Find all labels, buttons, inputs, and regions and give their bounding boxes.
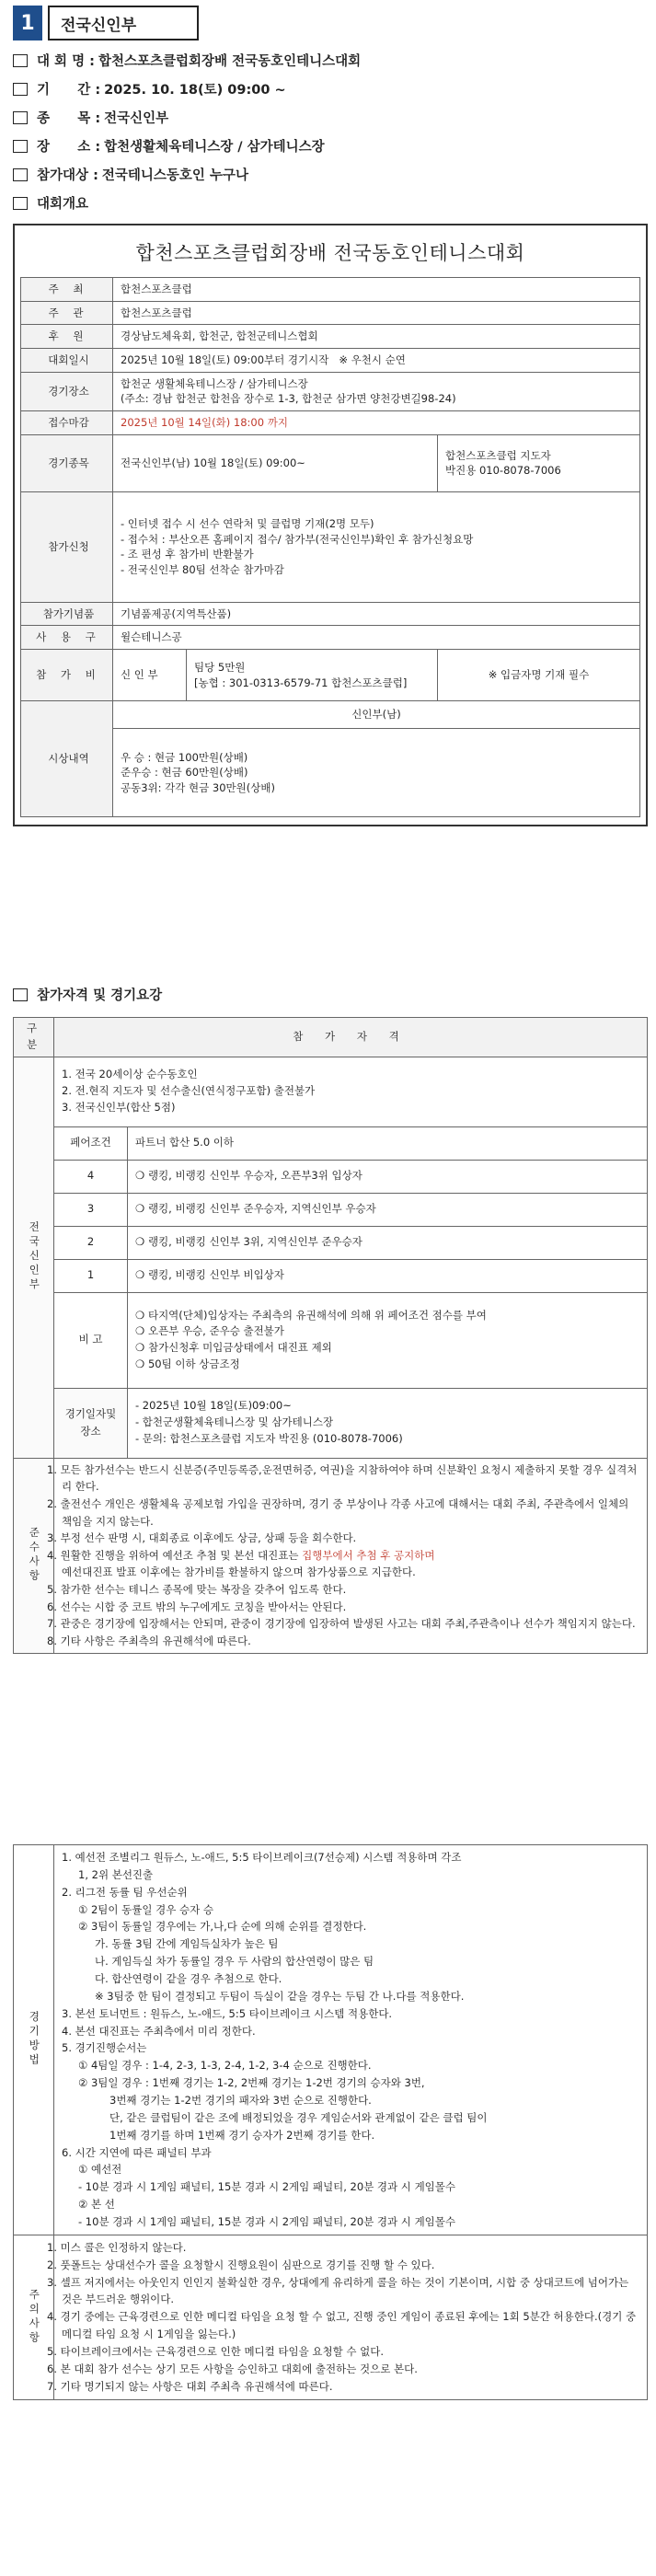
tournament-info-box: [13, 224, 648, 826]
row-value: - 인터넷 접수 시 선수 연락처 및 클럽명 기재(2명 모두) - 접수처 : 부산오픈 홈페이지 접수/ 참가부(전국신인부)확인 후 참가신청요망 - 조 편성 후 참가비 반환불가 - 전국신인부 80팀 선착순 참가마감: [113, 491, 640, 602]
requirements-table: [13, 1017, 648, 1654]
score-value: 파트너 합산 5.0 이하: [128, 1126, 648, 1160]
deadline-value: 2025년 10월 14일(화) 18:00 까지: [113, 411, 640, 435]
tournament-info-table: [20, 277, 640, 817]
overview-item: 기 간 : 2025. 10. 18(토) 09:00 ~: [13, 75, 648, 103]
prize-list: 우 승 : 현금 100만원(상배) 준우승 : 현금 60만원(상배) 공동3위: 각각 현금 30만원(상배): [113, 729, 640, 817]
overview-item: 대 회 명 : 합천스포츠클럽회장배 전국동호인테니스대회: [13, 46, 648, 75]
caution-label: 주의사항: [14, 2235, 54, 2399]
table-row: [14, 2235, 648, 2399]
fee-note: ※ 입금자명 기재 필수: [438, 650, 640, 701]
caution-list: 1. 미스 콜은 인정하지 않는다. 2. 풋폴트는 상대선수가 콜을 요청할시 진행요원이 심판으로 경기를 진행 할 수 있다. 3. 셀프 저지에서는 아웃인지 인인지 불확실한 경우, 상대에게 유리하게 콜을 하는 것이 기본이며, 시합 중 상대코트에 넘어가는 것은 부드러운 행위이다. 4. 경기 중에는 근육경련으로 인한 메디컬 타임을 요청 할 수 없고, 진행 중인 게임이 종료된 후에는 1회 5분간 허용한다.(경기 중 메디컬 타임 요청 시 1게임을 잃는다.) 5. 타이브레이크에서는 근육경련으로 인한 메디컬 타임을 요청할 수 없다. 6. 본 대회 참가 선수는 상기 모든 사항을 승인하고 대회에 출전하는 것으로 본다. 7. 기타 명기되지 않는 사항은 대회 주최측 유권해석에 따른다.: [54, 2235, 648, 2399]
requirements-heading: 참가자격 및 경기요강: [13, 985, 162, 1004]
row-label: 주 최: [21, 278, 113, 302]
score-points: 1: [54, 1259, 128, 1292]
table-row: [21, 325, 640, 349]
table-row: [21, 278, 640, 302]
row-value: 기념품제공(지역특산품): [113, 602, 640, 626]
row-value: 합천군 생활체육테니스장 / 삼가테니스장 (주소: 경남 합천군 합천읍 장수로 1-3, 합천군 삼가면 양천강변길98-24): [113, 372, 640, 410]
table-row: [14, 1160, 648, 1193]
checkbox-square-icon: [13, 197, 28, 210]
score-header: 페어조건: [54, 1126, 128, 1160]
general-conditions: 1. 전국 20세이상 순수동호인 2. 전.현직 지도자 및 선수출신(연식정구포함) 출전불가 3. 전국신인부(합산 5점): [54, 1057, 648, 1126]
table-row: [21, 434, 640, 491]
overview-item: 장 소 : 합천생활체육테니스장 / 삼가테니스장: [13, 132, 648, 160]
score-points: 2: [54, 1226, 128, 1259]
table-row: [14, 1193, 648, 1226]
table-row: [21, 602, 640, 626]
contact-cell: 합천스포츠클럽 지도자 박진용 010-8078-7006: [438, 434, 640, 491]
compliance-list: 1. 모든 참가선수는 반드시 신분증(주민등록증,운전면허증, 여권)을 지참하여야 하며 신분확인 요청시 제출하지 못할 경우 실격처리 한다. 2. 출전선수 개인은 생활체육 공제보험 가입을 권장하며, 경기 중 부상이나 각종 사고에 대해서는 대회 주최, 주관측에서 일체의 책임을 지지 않는다. 3. 부정 선수 판명 시, 대회종료 이후에도 상금, 상패 등을 회수한다. 4. 원활한 진행을 위하여 예선조 추첨 및 본선 대진표는 집행부에서 추첨 후 공지하며 예선대진표 발표 이후에는 참가비를 환불하지 않으며 참가상품으로 지급한다. 5. 참가한 선수는 테니스 종목에 맞는 복장을 갖추어 입도록 한다. 6. 선수는 시합 중 코트 밖의 누구에게도 코칭을 받아서는 안된다. 7. 관중은 경기장에 입장해서는 안되며, 관중이 경기장에 입장하여 발생된 사고는 대회 주최,주관측이나 선수가 책임지지 않는다. 8. 기타 사항은 주최측의 유권해석에 따른다.: [54, 1458, 648, 1653]
row-label: 경기종목: [21, 434, 113, 491]
schedule-list: - 2025년 10월 18일(토)09:00~ - 합천군생활체육테니스장 및 삼가테니스장 - 문의: 합천스포츠클럽 지도자 박진용 (010-8078-7006): [128, 1388, 648, 1458]
tournament-title: 합천스포츠클럽회장배 전국동호인테니스대회: [135, 242, 525, 264]
score-points: 4: [54, 1160, 128, 1193]
table-row: [21, 411, 640, 435]
row-label: 참 가 비: [21, 650, 113, 701]
row-label: 후 원: [21, 325, 113, 349]
score-desc: ❍ 랭킹, 비랭킹 신인부 우승자, 오픈부3위 입상자: [128, 1160, 648, 1193]
table-row: [21, 701, 640, 729]
score-desc: ❍ 랭킹, 비랭킹 신인부 비입상자: [128, 1259, 648, 1292]
table-row: [14, 1226, 648, 1259]
schedule-label: 경기일자및장소: [54, 1388, 128, 1458]
overview-item: 참가대상 : 전국테니스동호인 누구나: [13, 160, 648, 189]
section-number: 1: [13, 6, 42, 40]
row-value: 합천스포츠클럽: [113, 301, 640, 325]
table-row: [14, 1126, 648, 1160]
method-list: 1. 예선전 조별리그 원듀스, 노-애드, 5:5 타이브레이크(7선승제) 시스템 적용하며 각조 1, 2위 본선진출 2. 리그전 동률 팀 우선순위 ① 2팀이 동률일 경우 승자 승 ② 3팀이 동률일 경우에는 가,나,다 순에 의해 순위를 결정한다. 가. 동률 3팀 간에 게임득실차가 높은 팀 나. 게임득실 차가 동률일 경우 두 사람의 합산연령이 많은 팀 다. 합산연령이 같을 경우 추첨으로 한다. ※ 3팀중 한 팀이 결정되고 두팀이 득실이 같을 경우는 두팀 간 나.다를 적용한다. 3. 본선 토너먼트 : 원듀스, 노-애드, 5:5 타이브레이크 시스템 적용한다. 4. 본선 대진표는 주최측에서 미리 정한다. 5. 경기진행순서는 ① 4팀일 경우 : 1-4, 2-3, 1-3, 2-4, 1-2, 3-4 순으로 진행한다. ② 3팀일 경우 : 1번째 경기는 1-2, 2번째 경기는 1-2번 경기의 승자와 3번, 3번째 경기는 1-2번 경기의 패자와 3번 순으로 진행한다. 단, 같은 클럽팀이 같은 조에 배정되었을 경우 게임순서와 관계없이 같은 클럽 팀이 1번째 경기를 하며 1번째 경기 승자가 2번째 경기를 한다. 6. 시간 지연에 따른 패널티 부과 ① 예선전 - 10분 경과 시 1게임 패널티, 15분 경과 시 2게임 패널티, 20분 경과 시 게임몰수 ② 본 선 - 10분 경과 시 1게임 패널티, 15분 경과 시 2게임 패널티, 20분 경과 시 게임몰수: [54, 1845, 648, 2235]
table-row: [14, 1259, 648, 1292]
overview-list: [13, 46, 648, 217]
rules-table: [13, 1844, 648, 2400]
table-row: [14, 1057, 648, 1126]
row-label: 경기장소: [21, 372, 113, 410]
compliance-label: 준수사항: [14, 1458, 54, 1653]
table-row: [21, 650, 640, 701]
division-label: 전국신인부: [14, 1057, 54, 1458]
row-label: 접수마감: [21, 411, 113, 435]
checkbox-square-icon: [13, 140, 28, 153]
column-header: 구 분: [14, 1018, 54, 1057]
table-row: [14, 1458, 648, 1653]
row-label: 사 용 구: [21, 626, 113, 650]
row-label: 참가신청: [21, 491, 113, 602]
table-row: [21, 729, 640, 817]
row-value: 전국신인부(남) 10월 18일(토) 09:00~: [113, 434, 438, 491]
method-label: 경기방법: [14, 1845, 54, 2235]
overview-item: 대회개요: [13, 189, 648, 217]
table-row: [14, 1388, 648, 1458]
table-row: [14, 1292, 648, 1388]
prize-division: 신인부(남): [113, 701, 640, 729]
remark-label: 비 고: [54, 1292, 128, 1388]
fee-value: 팀당 5만원 [농협 : 301-0313-6579-71 합천스포츠클럽]: [187, 650, 438, 701]
row-sublabel: 신 인 부: [113, 650, 187, 701]
checkbox-square-icon: [13, 111, 28, 124]
row-value: 2025년 10월 18일(토) 09:00부터 경기시작 ※ 우천시 순연: [113, 349, 640, 373]
checkbox-square-icon: [13, 54, 28, 67]
table-row: [21, 491, 640, 602]
row-value: 윌슨테니스공: [113, 626, 640, 650]
row-label: 참가기념품: [21, 602, 113, 626]
score-points: 3: [54, 1193, 128, 1226]
overview-item: 종 목 : 전국신인부: [13, 103, 648, 132]
checkbox-square-icon: [13, 168, 28, 181]
remark-list: ❍ 타지역(단체)입상자는 주최측의 유권해석에 의해 위 페어조건 점수를 부여 ❍ 오픈부 우승, 준우승 출전불가 ❍ 참가신청후 미입금상태에서 대진표 제외 ❍ 50팀 이하 상금조정: [128, 1292, 648, 1388]
checkbox-square-icon: [13, 988, 28, 1001]
section-header: [13, 6, 199, 40]
row-value: 합천스포츠클럽: [113, 278, 640, 302]
row-label: 대회일시: [21, 349, 113, 373]
row-label: 주 관: [21, 301, 113, 325]
score-desc: ❍ 랭킹, 비랭킹 신인부 3위, 지역신인부 준우승자: [128, 1226, 648, 1259]
checkbox-square-icon: [13, 83, 28, 96]
row-label: 시상내역: [21, 701, 113, 817]
table-header-row: [14, 1018, 648, 1057]
row-value: 경상남도체육회, 합천군, 합천군테니스협회: [113, 325, 640, 349]
table-row: [21, 301, 640, 325]
table-row: [14, 1845, 648, 2235]
table-row: [21, 349, 640, 373]
score-desc: ❍ 랭킹, 비랭킹 신인부 준우승자, 지역신인부 우승자: [128, 1193, 648, 1226]
section-title: 전국신인부: [48, 6, 199, 40]
table-row: [21, 372, 640, 410]
table-row: [21, 626, 640, 650]
column-header: 참 가 자 격: [54, 1018, 648, 1057]
